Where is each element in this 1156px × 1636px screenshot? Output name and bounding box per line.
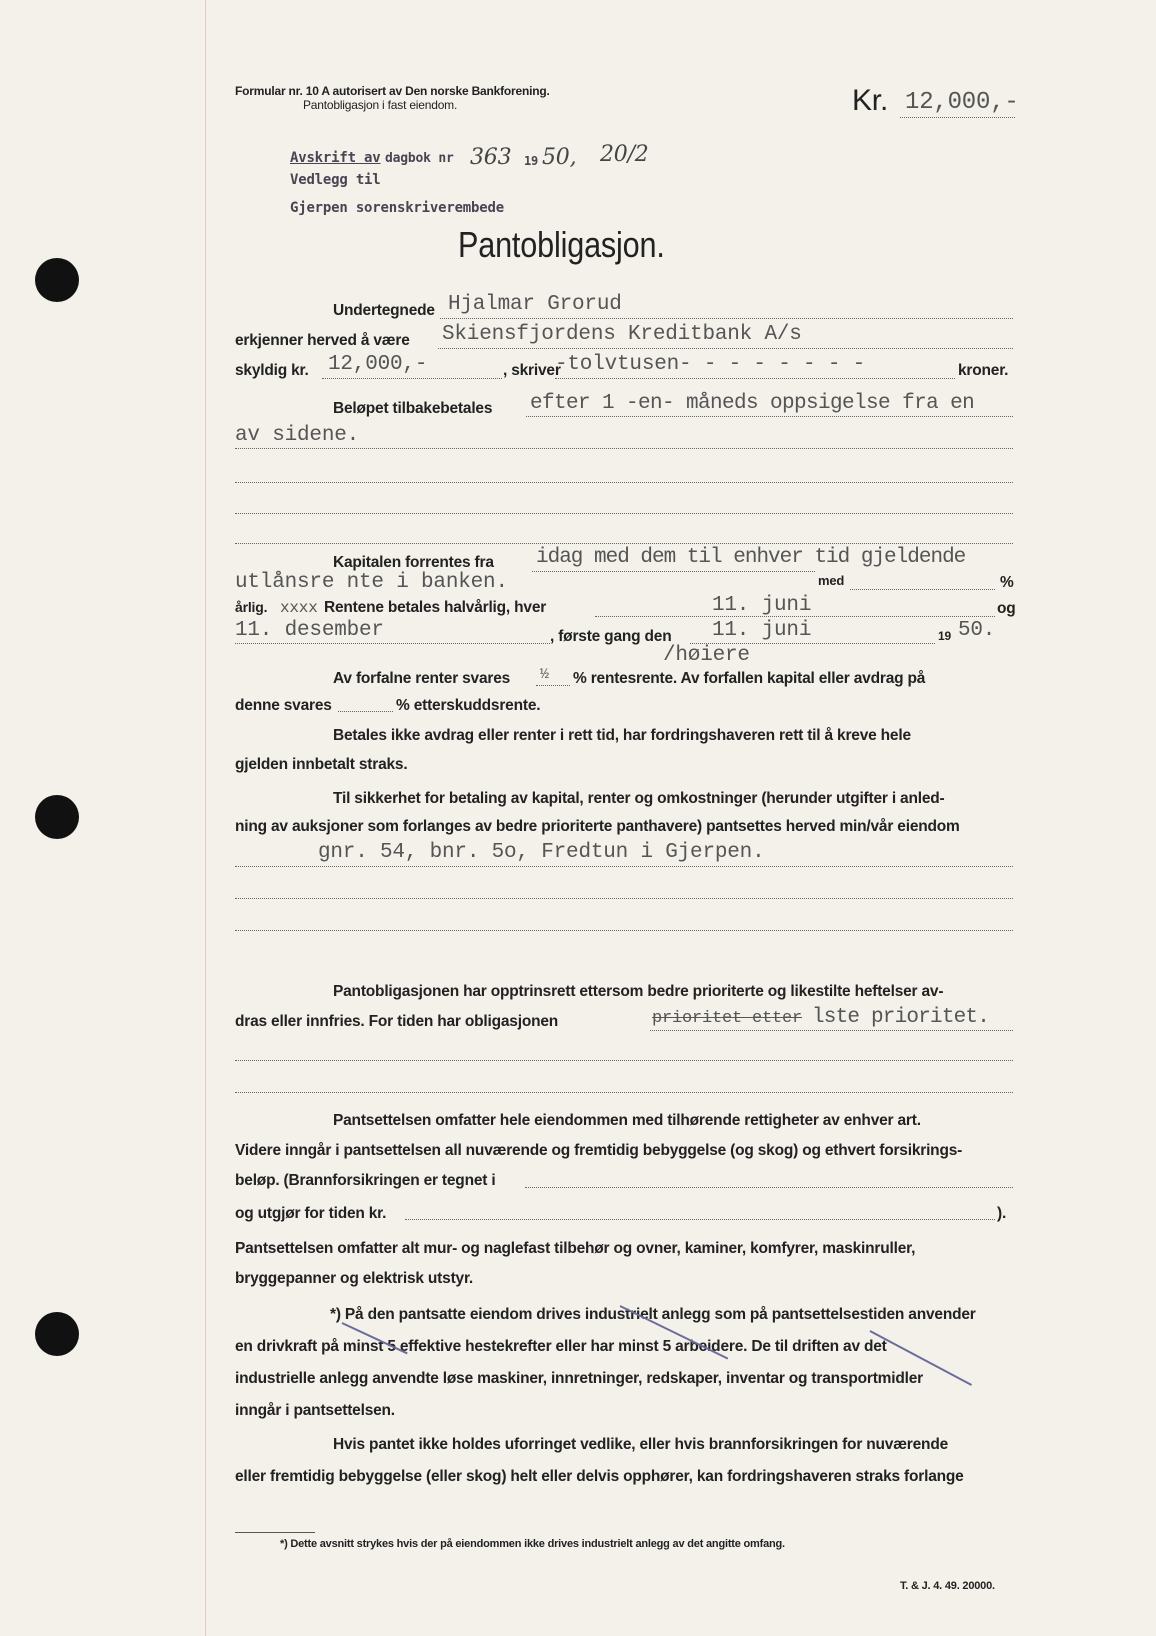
amount-in-words: -tolvtusen- - - - - - - - — [555, 353, 866, 376]
label-belopet: Beløpet tilbakebetales — [333, 400, 493, 417]
punch-hole — [35, 795, 79, 839]
struck-prioritet: prioritet etter — [652, 1009, 803, 1028]
label-rentene: Rentene betales halvårlig, hver — [324, 599, 547, 616]
journal-number: 363 — [470, 145, 512, 170]
margin-line — [205, 0, 206, 1636]
higher-note: /høiere — [663, 644, 750, 667]
year-prefix: 19 — [938, 629, 951, 643]
percent-sign: % — [1000, 574, 1014, 591]
journal-year: 50, — [542, 145, 577, 170]
creditor-name: Skiensfjordens Kreditbank A/s — [442, 323, 802, 346]
paragraph-text: eller fremtidig bebyggelse (eller skog) helt eller delvis opphører, kan fordringshaveren straks forlange — [235, 1468, 964, 1485]
paragraph-text: en drivkraft på minst 5 effektive hestekrefter eller har minst 5 arbeidere. De til driften av det — [235, 1338, 887, 1355]
kr-amount: 12,000,- — [905, 89, 1019, 116]
label-forfalne: Av forfalne renter svares — [333, 670, 511, 687]
label-kapitalen: Kapitalen forrentes fra — [333, 554, 494, 571]
page-title: Pantobligasjon. — [458, 224, 665, 265]
property-description: gnr. 54, bnr. 5o, Fredtun i Gjerpen. — [318, 841, 765, 864]
paragraph-text: industrielle anlegg anvendte løse maskiner, innretninger, redskaper, inventar og transportmidler — [235, 1370, 923, 1387]
paragraph-text: ning av auksjoner som forlanges av bedre prioriterte panthavere) pantsettes herved min/vår eiendom — [235, 818, 960, 835]
paragraph-text: beløp. (Brannforsikringen er tegnet i — [235, 1172, 496, 1189]
label-skyldig: skyldig kr. — [235, 362, 309, 379]
interest-date-1: 11. juni — [712, 594, 812, 617]
first-payment-year: 50. — [958, 619, 996, 642]
punch-hole — [35, 258, 79, 302]
label-undertegnede: Undertegnede — [333, 302, 435, 319]
paragraph-text: inngår i pantsettelsen. — [235, 1402, 395, 1419]
paragraph-text: dras eller innfries. For tiden har obligasjonen — [235, 1013, 559, 1030]
paragraph-text: og utgjør for tiden kr. — [235, 1205, 387, 1222]
footnote: *) Dette avsnitt strykes hvis der på eiendommen ikke drives industrielt anlegg av det angitte omfang. — [280, 1538, 785, 1550]
kr-label: Kr. — [852, 84, 889, 117]
journal-date: 20/2 — [600, 142, 649, 167]
paragraph-text: *) På den pantsatte eiendom drives industrielt anlegg som på pantsettelsestiden anvender — [330, 1306, 976, 1323]
paragraph-text: ). — [997, 1205, 1007, 1222]
paragraph-text: bryggepanner og elektrisk utstyr. — [235, 1270, 474, 1287]
label-og: og — [997, 600, 1016, 617]
debt-amount: 12,000,- — [328, 353, 428, 376]
first-payment-date: 11. juni — [712, 619, 812, 642]
stamp-year-prefix: 19 — [524, 154, 539, 168]
priority-value: lste prioritet. — [812, 1006, 990, 1029]
interest-start: idag med dem til enhver tid gjeldende — [536, 546, 966, 569]
debtor-name: Hjalmar Grorud — [448, 293, 622, 316]
interest-date-2: 11. desember — [235, 619, 384, 642]
form-header-2: Pantobligasjon i fast eiendom. — [303, 98, 458, 112]
paragraph-text: Til sikkerhet for betaling av kapital, renter og omkostninger (herunder utgifter i anled- — [333, 790, 945, 807]
stamp-court: Gjerpen sorenskriverembede — [290, 200, 504, 216]
label-erkjenner: erkjenner herved å være — [235, 332, 410, 349]
stamp-dagbok: dagbok nr — [385, 151, 454, 166]
label-kroner: kroner. — [958, 362, 1009, 379]
paragraph-text: Hvis pantet ikke holdes uforringet vedlike, eller hvis brannforsikringen for nuværende — [333, 1436, 949, 1453]
paragraph-text: gjelden innbetalt straks. — [235, 756, 408, 773]
punch-hole — [35, 1312, 79, 1356]
text-etterskudd: % etterskuddsrente. — [396, 697, 541, 714]
typed-strikeout: xxxx — [280, 599, 318, 617]
footnote-rule — [235, 1532, 315, 1533]
form-header-1: Formular nr. 10 A autorisert av Den norske Bankforening. — [235, 84, 550, 98]
paragraph-text: Betales ikke avdrag eller renter i rett tid, har fordringshaveren rett til å kreve hele — [333, 727, 911, 744]
interest-rate-text: utlånsre nte i banken. — [235, 571, 508, 594]
paragraph-text: Pantsettelsen omfatter alt mur- og naglefast tilbehør og ovner, kaminer, komfyrer, maskinruller, — [235, 1240, 916, 1257]
repayment-terms-2: av sidene. — [235, 424, 360, 447]
repayment-terms-1: efter 1 -en- måneds oppsigelse fra en — [530, 392, 975, 415]
label-skriver: , skriver — [503, 362, 561, 379]
text-rentesrente: % rentesrente. Av forfallen kapital eller avdrag på — [573, 670, 926, 687]
paragraph-text: Pantsettelsen omfatter hele eiendommen med tilhørende rettigheter av enhver art. — [333, 1112, 921, 1129]
paragraph-text: Pantobligasjonen har opptrinsrett ettersom bedre prioriterte og likestilte heftelser av- — [333, 983, 944, 1000]
stamp-vedlegg: Vedlegg til — [290, 172, 381, 188]
label-arlig: årlig. — [235, 599, 268, 615]
paragraph-text: Videre inngår i pantsettelsen all nuværende og fremtidig bebyggelse (og skog) og ethvert forsikrings- — [235, 1142, 963, 1159]
label-forste-gang: , første gang den — [550, 628, 672, 645]
printer-mark: T. & J. 4. 49. 20000. — [900, 1580, 995, 1592]
label-med: med — [818, 573, 845, 588]
label-denne-svares: denne svares — [235, 697, 332, 714]
penalty-rate: ½ — [540, 666, 549, 683]
stamp-avskrift: Avskrift av — [290, 150, 381, 166]
